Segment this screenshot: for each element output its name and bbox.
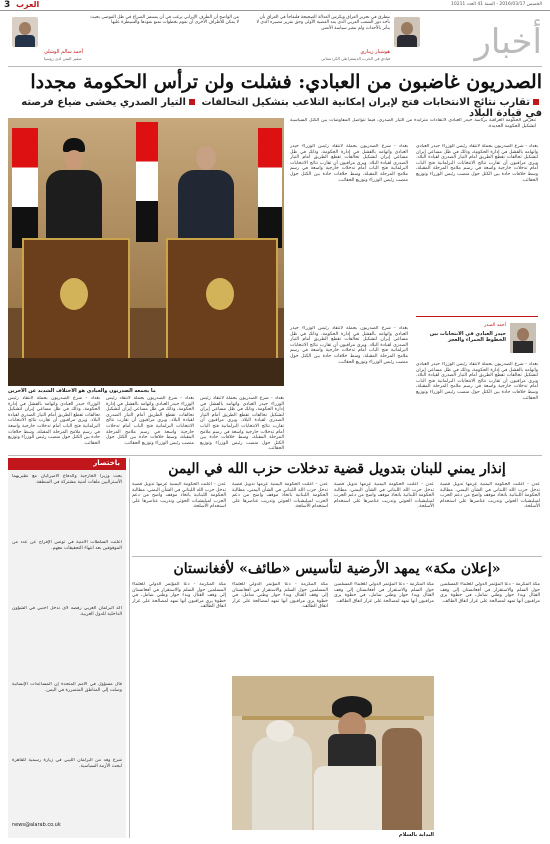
article2-headline: إنذار يمني للبنان بتدويل قضية تدخلات حزب الله في اليمن [168, 461, 506, 477]
lead-body: بغداد - شرع الصدريون بحملة لانتقاد رئيس الوزراء حيدر العبادي واتهامه بالفشل في إدارة الحكومة، وذلك في ظل مساعي إيران لتشكيل تحالفات تقطع الطريق أمام التيار الصدري لقيادة البلاد. ويرى مراقبون أن تقارب نتائج الانتخابات البرلمانية فتح الباب أمام تدخلات خارجية واسعة في رسم ملامح المرحلة المقبلة، وسط خلافات حادة بين الكتل حول منصب رئيس الوزراء وتوزيع الحقائب. [416, 144, 538, 183]
bullet-icon [189, 99, 195, 105]
article2-body: عدن - أعلنت الحكومة اليمنية عزمها تدويل قضية تدخل حزب الله اللبناني في الشأن اليمني، مطالبة الحكومة اللبنانية باتخاذ موقف واضح من دعم الحزب لميليشيات الحوثي وتدريب عناصرها على استخدام الأسلحة. [232, 482, 328, 510]
section-title: أخبار [474, 22, 542, 62]
contact-email[interactable]: news@alarab.co.uk [12, 822, 61, 828]
avatar [510, 323, 536, 353]
top-quote-right [250, 13, 420, 63]
article3-body: مكة المكرمة - دعا المؤتمر الدولي للعلماء المسلمين حول السلم والاستقرار في أفغانستان إلى وقف القتال وبدء حوار وطني شامل، في خطوة يرى مراقبون أنها تمهد لمصالحة على غرار اتفاق الطائف. [440, 582, 540, 604]
photo-caption: ما يجمعه الصدريون والعبادي هو الاختلاف الشديد عن الآخرين [8, 388, 156, 394]
lead-body: بغداد - شرع الصدريون بحملة لانتقاد رئيس الوزراء حيدر العبادي واتهامه بالفشل في إدارة الحكومة، وذلك في ظل مساعي إيران لتشكيل تحالفات تقطع الطريق أمام التيار الصدري لقيادة البلاد. ويرى مراقبون أن تقارب نتائج الانتخابات البرلمانية فتح الباب أمام تدخلات خارجية واسعة في رسم ملامح المرحلة المقبلة، وسط خلافات حادة بين الكتل حول منصب رئيس الوزراء وتوزيع الحقائب. [290, 326, 408, 365]
subhead: التيار الصدري يخشى ضياع فرصته في قيادة البلاد [21, 97, 542, 119]
quote-text: نتطرق في تحرير العراق ويكرس العدالة الصحيحة فلنفاجأ في العراق بأن نأخذ دور الشعب العربي الذي يعد القضية الأولى وحق تقرير مصيره الذي لا يتأثر بالأحداث ولم تتغير سياسة الأمس [256, 15, 390, 31]
emblem-icon [206, 278, 234, 310]
masthead-logo: العرب [16, 0, 40, 9]
masthead [0, 0, 550, 11]
sidebar-title [8, 458, 126, 470]
article3-photo [232, 676, 434, 830]
lead-body: بغداد - شرع الصدريون بحملة لانتقاد رئيس الوزراء حيدر العبادي واتهامه بالفشل في إدارة الحكومة، وذلك في ظل مساعي إيران لتشكيل تحالفات تقطع الطريق أمام التيار الصدري لقيادة البلاد. ويرى مراقبون أن تقارب نتائج الانتخابات البرلمانية فتح الباب أمام تدخلات خارجية واسعة في رسم ملامح المرحلة المقبلة، وسط خلافات حادة بين الكتل حول منصب رئيس الوزراء وتوزيع الحقائب. [416, 362, 538, 401]
emblem-icon [60, 278, 88, 310]
article2-body: عدن - أعلنت الحكومة اليمنية عزمها تدويل قضية تدخل حزب الله اللبناني في الشأن اليمني، مطالبة الحكومة اللبنانية باتخاذ موقف واضح من دعم الحزب لميليشيات الحوثي وتدريب عناصرها على استخدام الأسلحة. [132, 482, 226, 510]
article2-body: عدن - أعلنت الحكومة اليمنية عزمها تدويل قضية تدخل حزب الله اللبناني في الشأن اليمني، مطالبة الحكومة اللبنانية باتخاذ موقف واضح من دعم الحزب لميليشيات الحوثي وتدريب عناصرها على استخدام الأسلحة. [440, 482, 540, 510]
lead-body: بغداد - شرع الصدريون بحملة لانتقاد رئيس الوزراء حيدر العبادي واتهامه بالفشل في إدارة الحكومة، وذلك في ظل مساعي إيران لتشكيل تحالفات تقطع الطريق أمام التيار الصدري لقيادة البلاد. ويرى مراقبون أن تقارب نتائج الانتخابات البرلمانية فتح الباب أمام تدخلات خارجية واسعة في رسم ملامح المرحلة المقبلة، وسط خلافات حادة بين الكتل حول منصب رئيس الوزراء وتوزيع الحقائب. [106, 396, 194, 446]
inset-name: أحمد الصدر [484, 323, 506, 328]
page-number: 3 [4, 0, 11, 10]
article3-body: مكة المكرمة - دعا المؤتمر الدولي للعلماء المسلمين حول السلم والاستقرار في أفغانستان إلى وقف القتال وبدء حوار وطني شامل، في خطوة يرى مراقبون أنها تمهد لمصالحة على غرار اتفاق الطائف. [334, 582, 434, 604]
sidebar-item: بحث وزيرا الخارجية والدفاع الأميركيان مع نظيريهما الأستراليين ملفات أمنية مشتركة في المنطقة. [12, 474, 122, 485]
subhead: تقارب نتائج الانتخابات فتح لإيران إمكانية التلاعب بتشكيل التحالفات [201, 97, 530, 108]
lead-body: بغداد - شرع الصدريون بحملة لانتقاد رئيس الوزراء حيدر العبادي واتهامه بالفشل في إدارة الحكومة، وذلك في ظل مساعي إيران لتشكيل تحالفات تقطع الطريق أمام التيار الصدري لقيادة البلاد. ويرى مراقبون أن تقارب نتائج الانتخابات البرلمانية فتح الباب أمام تدخلات خارجية واسعة في رسم ملامح المرحلة المقبلة، وسط خلافات حادة بين الكتل حول منصب رئيس الوزراء وتوزيع الحقائب. [8, 396, 100, 446]
quote-text: من الواضح أن الطرف الإيراني يرغب في أن يستمر الصراع في ظل الفوضى بحيث لا يمكن للأطراف الأخرى أن تقوم بخطوات تمنع نفوذها والسيطرة عليها [90, 15, 239, 26]
article3-body: مكة المكرمة - دعا المؤتمر الدولي للعلماء المسلمين حول السلم والاستقرار في أفغانستان إلى وقف القتال وبدء حوار وطني شامل، في خطوة يرى مراقبون أنها تمهد لمصالحة على غرار اتفاق الطائف. [232, 582, 328, 610]
sidebar [8, 458, 126, 838]
avatar [394, 17, 420, 47]
quote-role: سفير اليمن لدى روسيا [44, 56, 82, 61]
article2-body: عدن - أعلنت الحكومة اليمنية عزمها تدويل قضية تدخل حزب الله اللبناني في الشأن اليمني، مطالبة الحكومة اللبنانية باتخاذ موقف واضح من دعم الحزب لميليشيات الحوثي وتدريب عناصرها على استخدام الأسلحة. [334, 482, 434, 510]
article3-body: مكة المكرمة - دعا المؤتمر الدولي للعلماء المسلمين حول السلم والاستقرار في أفغانستان إلى وقف القتال وبدء حوار وطني شامل، في خطوة يرى مراقبون أنها تمهد لمصالحة على غرار اتفاق الطائف. [132, 582, 226, 610]
date-line: الخميس 2016/03/17 - السنة 41 العدد 10211 [450, 2, 542, 7]
lead-subheads [8, 97, 542, 119]
avatar [12, 17, 38, 47]
sidebar-item: قال مسؤول في الأمم المتحدة إن المساعدات الإنسانية وصلت إلى المناطق المتضررة في اليمن. [12, 682, 122, 693]
sidebar-title-text: باختصار [93, 459, 120, 467]
quote-author: هوشيار زيباري [360, 49, 390, 55]
sidebar-item: أكد البرلمان العربي رفضه لأي تدخل أجنبي في الشؤون الداخلية للدول العربية. [12, 606, 122, 617]
photo-caption: البداية بالسلام [398, 832, 434, 838]
top-quote-left [8, 13, 243, 63]
column-divider [129, 458, 130, 838]
lead-headline: الصدريون غاضبون من العبادي: فشلت ولن ترأس الحكومة مجددا [30, 71, 542, 93]
sidebar-item: شرع وفد من البرلمان الليبي في زيارة رسمية للقاهرة لبحث الأزمة السياسية. [12, 758, 122, 769]
sidebar-item: أعلنت السلطات الأمنية في تونس الإفراج عن عدد من الموقوفين بعد انتهاء التحقيقات معهم. [12, 540, 122, 551]
bullet-icon [533, 99, 539, 105]
lead-photo [8, 118, 284, 386]
quote-role: قيادي في الحزب الديمقراطي الكردستاني [321, 56, 390, 61]
lead-body: بغداد - شرع الصدريون بحملة لانتقاد رئيس الوزراء حيدر العبادي واتهامه بالفشل في إدارة الحكومة، وذلك في ظل مساعي إيران لتشكيل تحالفات تقطع الطريق أمام التيار الصدري لقيادة البلاد. ويرى مراقبون أن تقارب نتائج الانتخابات البرلمانية فتح الباب أمام تدخلات خارجية واسعة في رسم ملامح المرحلة المقبلة، وسط خلافات حادة بين الكتل حول منصب رئيس الوزراء وتوزيع الحقائب. [290, 144, 408, 183]
article3-headline: «إعلان مكة» يمهد الأرضية لتأسيس «طائف» لأفغانستان [173, 561, 501, 577]
inset-caption: حيدر العبادي في الانتخابات بين الخطوط الحمراء والعجز [429, 331, 506, 343]
quote-author: أحمد سالم الوشلي [44, 49, 84, 55]
inset-box [416, 316, 538, 359]
lead-body: بغداد - شرع الصدريون بحملة لانتقاد رئيس الوزراء حيدر العبادي واتهامه بالفشل في إدارة الحكومة، وذلك في ظل مساعي إيران لتشكيل تحالفات تقطع الطريق أمام التيار الصدري لقيادة البلاد. ويرى مراقبون أن تقارب نتائج الانتخابات البرلمانية فتح الباب أمام تدخلات خارجية واسعة في رسم ملامح المرحلة المقبلة، وسط خلافات حادة بين الكتل حول منصب رئيس الوزراء وتوزيع الحقائب. [200, 396, 284, 452]
lead-intro: تتعرض الحكومة العراقية برئاسة حيدر العبادي لانتقادات متزايدة من التيار الصدري، فيما تتواصل المفاوضات بين الكتل السياسية لتشكيل الحكومة الجديدة. [290, 118, 536, 129]
